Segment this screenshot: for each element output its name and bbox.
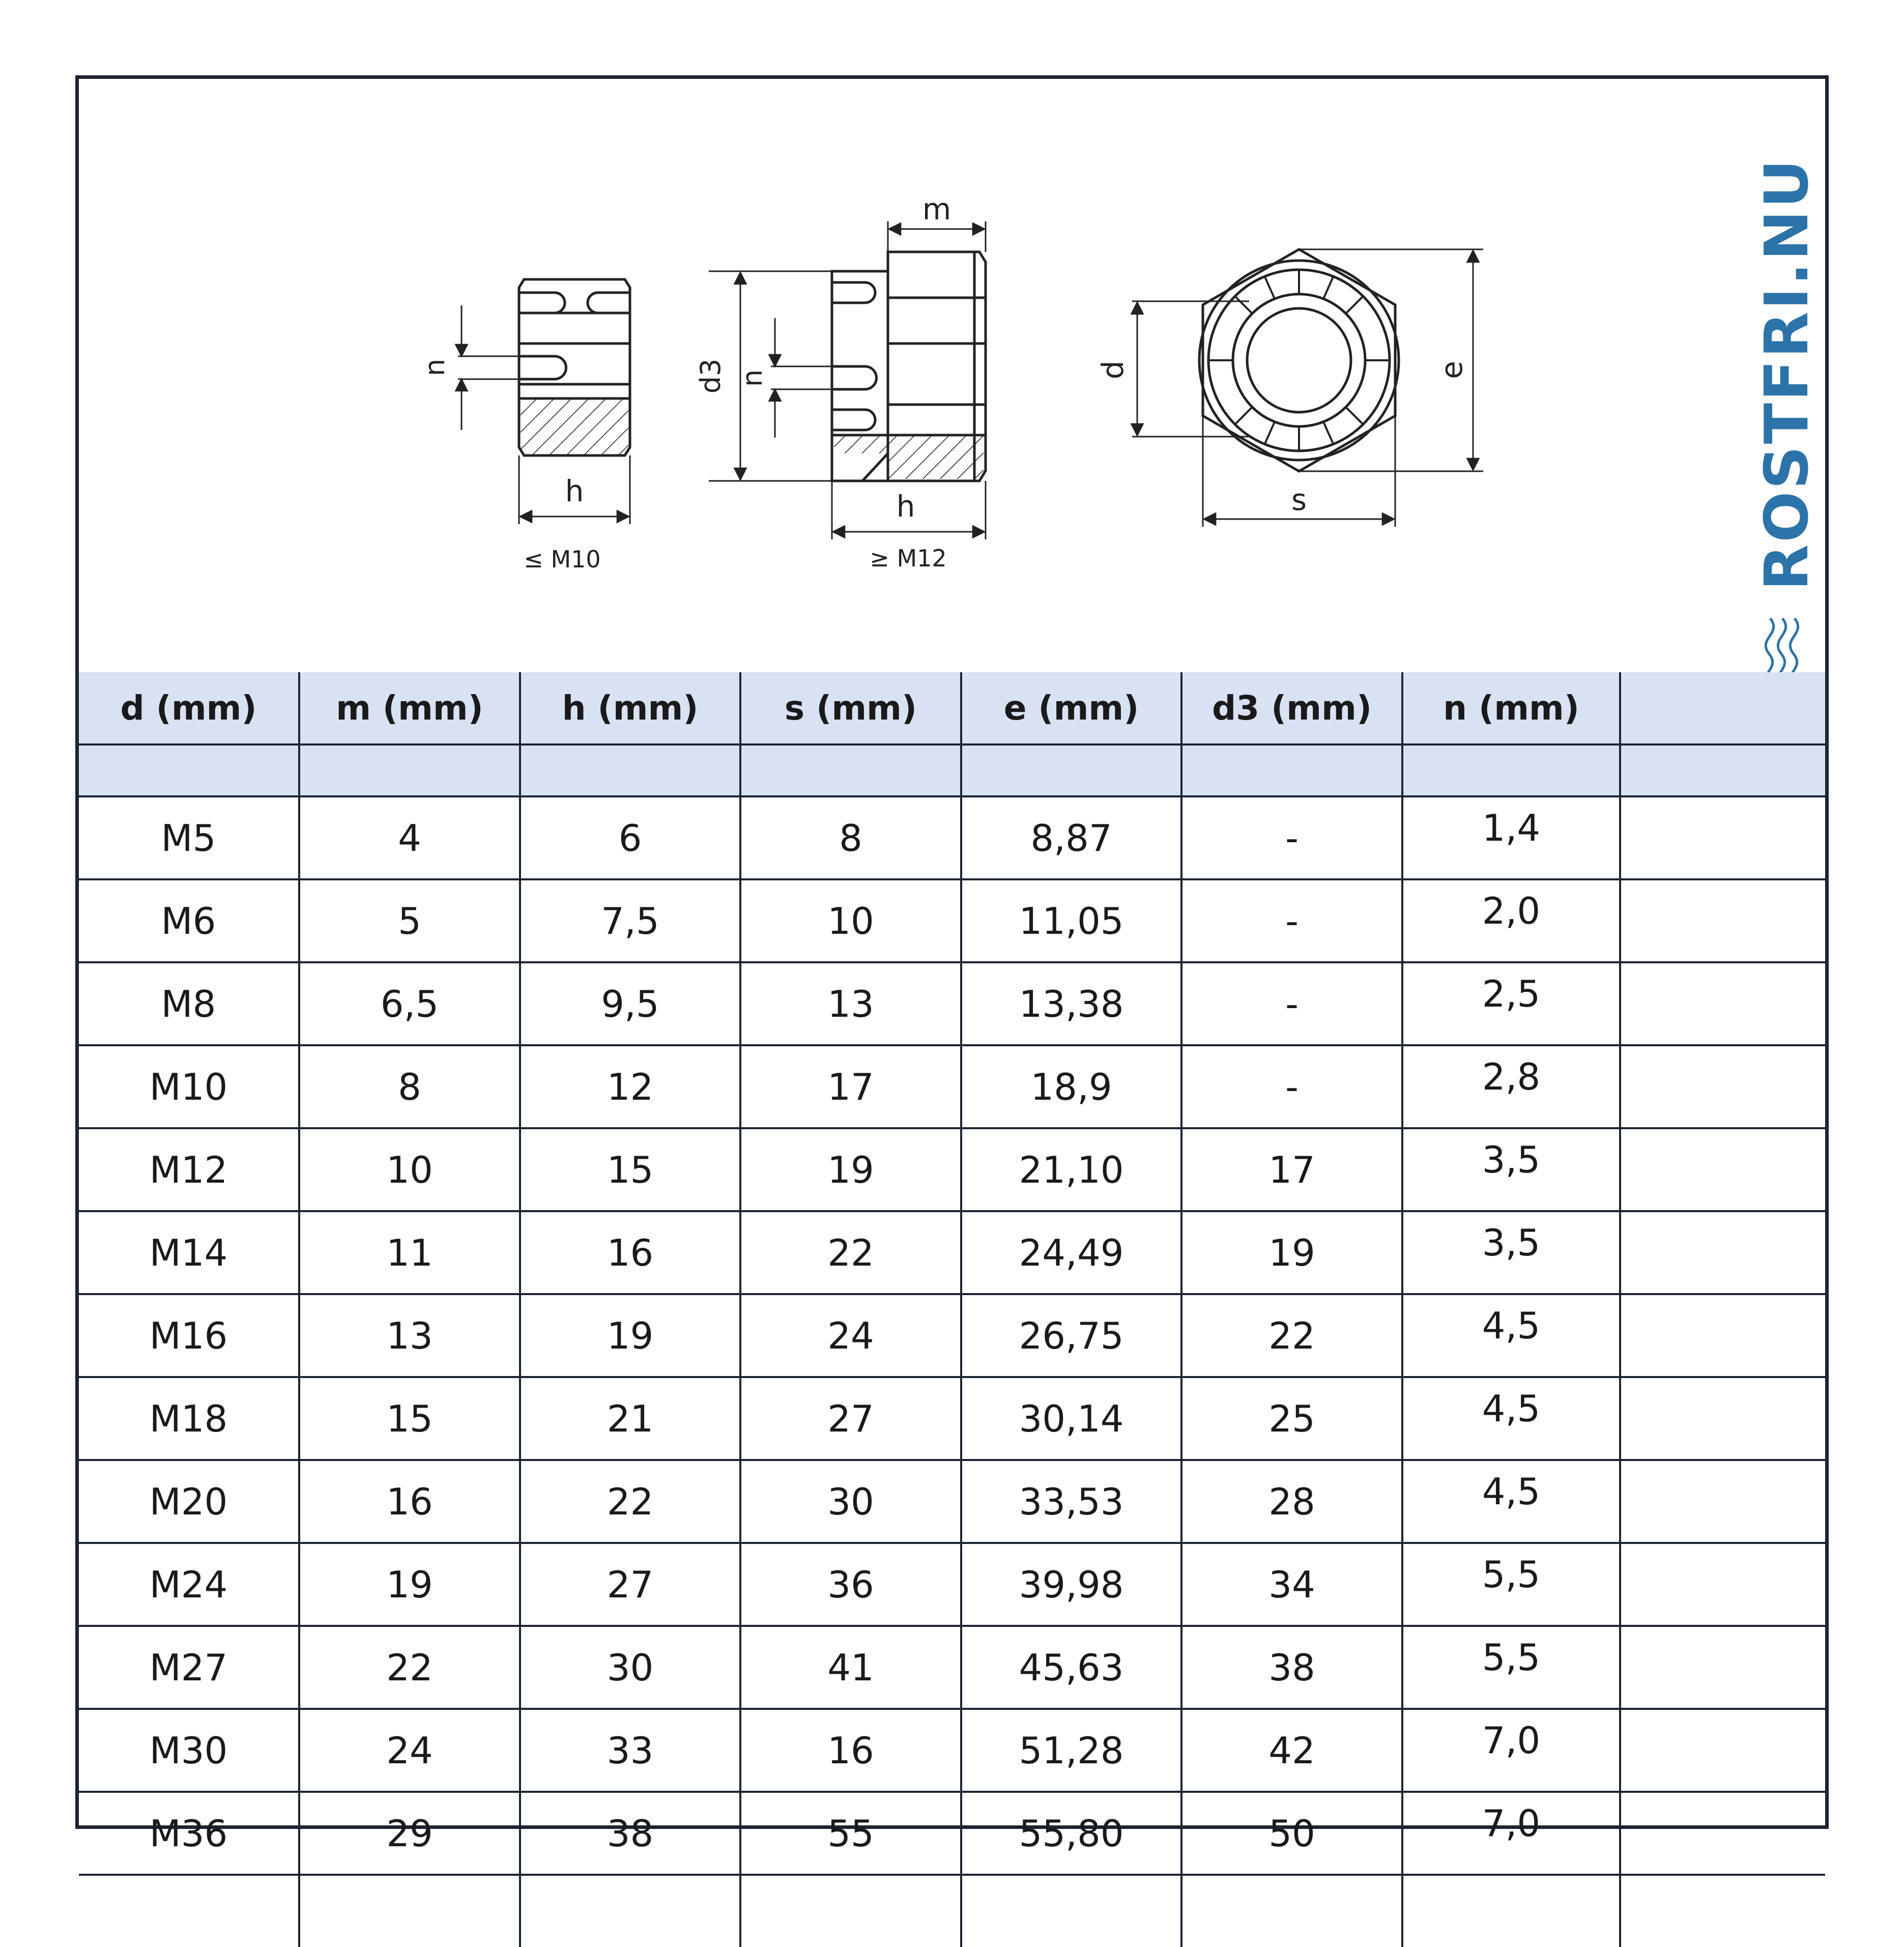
cell-h: 38 bbox=[520, 1792, 740, 1875]
cell-extra bbox=[1620, 1626, 1825, 1709]
cell-d: M24 bbox=[79, 1543, 299, 1626]
cell-d: M36 bbox=[79, 1792, 299, 1875]
table-subheader-row bbox=[79, 745, 1825, 796]
table-row bbox=[79, 1709, 1825, 1792]
table-row bbox=[79, 962, 1825, 1045]
header-n: n (mm) bbox=[1402, 672, 1620, 745]
cell-extra bbox=[1620, 796, 1825, 879]
cell-m: 16 bbox=[299, 1460, 520, 1543]
cell-d3: 34 bbox=[1181, 1543, 1402, 1626]
cell-extra bbox=[1620, 1128, 1825, 1211]
cell-d: M10 bbox=[79, 1045, 299, 1128]
cell-n: 4,5 bbox=[1402, 1294, 1620, 1377]
technical-drawing bbox=[79, 79, 1825, 672]
cell-extra bbox=[1620, 1792, 1825, 1875]
cell-n: 5,5 bbox=[1402, 1543, 1620, 1626]
header-d: d (mm) bbox=[79, 672, 299, 745]
cell-e: 18,9 bbox=[961, 1045, 1181, 1128]
brand-logo-text: ROSTFRI.NU bbox=[1751, 157, 1822, 591]
table-row bbox=[79, 879, 1825, 962]
cell-d: M16 bbox=[79, 1294, 299, 1377]
cell-d: M5 bbox=[79, 796, 299, 879]
cell-h: 19 bbox=[520, 1294, 740, 1377]
cell-s: 27 bbox=[740, 1377, 961, 1460]
cell-e: 39,98 bbox=[961, 1543, 1181, 1626]
cell-m: 11 bbox=[299, 1211, 520, 1294]
label-n-large: n bbox=[736, 369, 768, 387]
cell-n: 3,5 bbox=[1402, 1128, 1620, 1211]
cell-d3: 50 bbox=[1181, 1792, 1402, 1875]
cell-s: 8 bbox=[740, 796, 961, 879]
cell-h: 16 bbox=[520, 1211, 740, 1294]
cell-d3: - bbox=[1181, 1045, 1402, 1128]
cell-h: 15 bbox=[520, 1128, 740, 1211]
table-row bbox=[79, 1626, 1825, 1709]
label-e: e bbox=[1434, 361, 1469, 379]
cell-d: M8 bbox=[79, 962, 299, 1045]
cell-m: 24 bbox=[299, 1709, 520, 1792]
cell-s: 41 bbox=[740, 1626, 961, 1709]
caption-small-nut: ≤ M10 bbox=[524, 546, 601, 573]
cell-n: 1,4 bbox=[1402, 796, 1620, 879]
cell-d3: 19 bbox=[1181, 1211, 1402, 1294]
table-empty-row bbox=[79, 1875, 1825, 1947]
cell-s: 36 bbox=[740, 1543, 961, 1626]
cell-m: 13 bbox=[299, 1294, 520, 1377]
label-n-small: n bbox=[419, 358, 451, 377]
label-d3: d3 bbox=[695, 358, 727, 394]
cell-m: 4 bbox=[299, 796, 520, 879]
cell-h: 22 bbox=[520, 1460, 740, 1543]
cell-h: 27 bbox=[520, 1543, 740, 1626]
cell-d3: 28 bbox=[1181, 1460, 1402, 1543]
label-h-small: h bbox=[565, 474, 584, 508]
cell-h: 12 bbox=[520, 1045, 740, 1128]
header-s: s (mm) bbox=[740, 672, 961, 745]
cell-h: 21 bbox=[520, 1377, 740, 1460]
header-h: h (mm) bbox=[520, 672, 740, 745]
table-row bbox=[79, 1211, 1825, 1294]
cell-n: 7,0 bbox=[1402, 1792, 1620, 1875]
label-h-large: h bbox=[896, 489, 915, 524]
cell-d: M20 bbox=[79, 1460, 299, 1543]
cell-extra bbox=[1620, 1543, 1825, 1626]
cell-n: 2,5 bbox=[1402, 962, 1620, 1045]
cell-d: M18 bbox=[79, 1377, 299, 1460]
cell-n: 5,5 bbox=[1402, 1626, 1620, 1709]
cell-d3: - bbox=[1181, 962, 1402, 1045]
cell-d: M27 bbox=[79, 1626, 299, 1709]
cell-h: 9,5 bbox=[520, 962, 740, 1045]
cell-d3: 17 bbox=[1181, 1128, 1402, 1211]
cell-s: 10 bbox=[740, 879, 961, 962]
cell-extra bbox=[1620, 1211, 1825, 1294]
cell-extra bbox=[1620, 962, 1825, 1045]
cell-s: 30 bbox=[740, 1460, 961, 1543]
cell-m: 22 bbox=[299, 1626, 520, 1709]
cell-d: M6 bbox=[79, 879, 299, 962]
cell-extra bbox=[1620, 879, 1825, 962]
cell-d: M30 bbox=[79, 1709, 299, 1792]
cell-extra bbox=[1620, 1294, 1825, 1377]
header-d3: d3 (mm) bbox=[1181, 672, 1402, 745]
cell-e: 11,05 bbox=[961, 879, 1181, 962]
cell-m: 29 bbox=[299, 1792, 520, 1875]
label-m: m bbox=[922, 192, 951, 226]
table-row bbox=[79, 1128, 1825, 1211]
cell-h: 33 bbox=[520, 1709, 740, 1792]
table-row bbox=[79, 1294, 1825, 1377]
cell-n: 4,5 bbox=[1402, 1460, 1620, 1543]
cell-n: 7,0 bbox=[1402, 1709, 1620, 1792]
cell-m: 10 bbox=[299, 1128, 520, 1211]
dimensions-table bbox=[79, 672, 1825, 1947]
table-header-row bbox=[79, 672, 1825, 745]
cell-e: 33,53 bbox=[961, 1460, 1181, 1543]
cell-n: 3,5 bbox=[1402, 1211, 1620, 1294]
cell-h: 30 bbox=[520, 1626, 740, 1709]
cell-m: 15 bbox=[299, 1377, 520, 1460]
cell-extra bbox=[1620, 1045, 1825, 1128]
brand-logo bbox=[1736, 140, 1837, 710]
cell-d3: - bbox=[1181, 796, 1402, 879]
label-s: s bbox=[1291, 482, 1307, 517]
cell-d3: 22 bbox=[1181, 1294, 1402, 1377]
large-nut-side-view bbox=[832, 252, 986, 481]
cell-d3: 38 bbox=[1181, 1626, 1402, 1709]
cell-e: 21,10 bbox=[961, 1128, 1181, 1211]
cell-s: 17 bbox=[740, 1045, 961, 1128]
header-e: e (mm) bbox=[961, 672, 1181, 745]
small-nut-side-view bbox=[519, 279, 630, 455]
castle-nut-drawing bbox=[79, 79, 1825, 672]
cell-m: 8 bbox=[299, 1045, 520, 1128]
cell-e: 13,38 bbox=[961, 962, 1181, 1045]
cell-s: 19 bbox=[740, 1128, 961, 1211]
cell-s: 22 bbox=[740, 1211, 961, 1294]
cell-m: 19 bbox=[299, 1543, 520, 1626]
cell-s: 24 bbox=[740, 1294, 961, 1377]
cell-d3: - bbox=[1181, 879, 1402, 962]
cell-e: 51,28 bbox=[961, 1709, 1181, 1792]
cell-e: 26,75 bbox=[961, 1294, 1181, 1377]
cell-d: M12 bbox=[79, 1128, 299, 1211]
cell-n: 4,5 bbox=[1402, 1377, 1620, 1460]
nut-top-view bbox=[1199, 249, 1399, 471]
cell-n: 2,0 bbox=[1402, 879, 1620, 962]
table-row bbox=[79, 1045, 1825, 1128]
table-row bbox=[79, 1460, 1825, 1543]
cell-extra bbox=[1620, 1460, 1825, 1543]
table-row bbox=[79, 1377, 1825, 1460]
datasheet-frame bbox=[75, 75, 1829, 1855]
cell-h: 6 bbox=[520, 796, 740, 879]
table-row bbox=[79, 1543, 1825, 1626]
cell-h: 7,5 bbox=[520, 879, 740, 962]
caption-large-nut: ≥ M12 bbox=[870, 545, 947, 572]
cell-e: 8,87 bbox=[961, 796, 1181, 879]
cell-m: 6,5 bbox=[299, 962, 520, 1045]
cell-n: 2,8 bbox=[1402, 1045, 1620, 1128]
cell-s: 16 bbox=[740, 1709, 961, 1792]
cell-d3: 25 bbox=[1181, 1377, 1402, 1460]
cell-extra bbox=[1620, 1377, 1825, 1460]
cell-d3: 42 bbox=[1181, 1709, 1402, 1792]
header-m: m (mm) bbox=[299, 672, 520, 745]
cell-e: 45,63 bbox=[961, 1626, 1181, 1709]
cell-extra bbox=[1620, 1709, 1825, 1792]
cell-s: 13 bbox=[740, 962, 961, 1045]
cell-e: 55,80 bbox=[961, 1792, 1181, 1875]
header-extra bbox=[1620, 672, 1825, 745]
table-row bbox=[79, 796, 1825, 879]
cell-e: 30,14 bbox=[961, 1377, 1181, 1460]
label-d: d bbox=[1095, 360, 1130, 380]
table-row bbox=[79, 1792, 1825, 1875]
cell-d: M14 bbox=[79, 1211, 299, 1294]
cell-m: 5 bbox=[299, 879, 520, 962]
cell-e: 24,49 bbox=[961, 1211, 1181, 1294]
cell-s: 55 bbox=[740, 1792, 961, 1875]
